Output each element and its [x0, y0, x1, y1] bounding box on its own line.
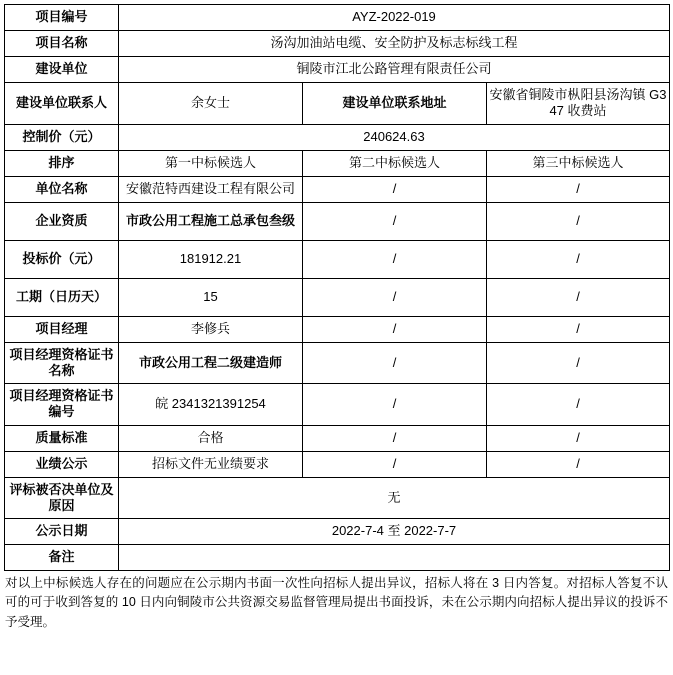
- table-row: [5, 342, 670, 384]
- table-row: [5, 124, 670, 150]
- row-value-2: /: [303, 278, 487, 316]
- row-value-1: 安徽范特西建设工程有限公司: [119, 176, 303, 202]
- row-value-contact-address: 安徽省铜陵市枞阳县汤沟镇 G347 收费站: [487, 83, 670, 125]
- row-value-1: 市政公用工程施工总承包叁级: [119, 202, 303, 240]
- row-label: 企业资质: [5, 202, 119, 240]
- row-value-2: /: [303, 202, 487, 240]
- row-value-3: /: [487, 316, 670, 342]
- row-value: 无: [119, 477, 670, 519]
- row-label: 评标被否决单位及原因: [5, 477, 119, 519]
- table-row: [5, 451, 670, 477]
- row-value-3: 第三中标候选人: [487, 150, 670, 176]
- row-value: 240624.63: [119, 124, 670, 150]
- table-row: [5, 31, 670, 57]
- row-label: 业绩公示: [5, 451, 119, 477]
- bottom-strip-text: [4, 632, 669, 648]
- row-value-3: /: [487, 176, 670, 202]
- table-row: [5, 57, 670, 83]
- table-row: [5, 83, 670, 125]
- table-row: [5, 150, 670, 176]
- row-label: 公示日期: [5, 519, 119, 545]
- row-value-2: /: [303, 240, 487, 278]
- row-value: 2022-7-4 至 2022-7-7: [119, 519, 670, 545]
- table-row: [5, 477, 670, 519]
- row-value-1: 181912.21: [119, 240, 303, 278]
- row-label-contact-address: 建设单位联系地址: [303, 83, 487, 125]
- row-value: [119, 545, 670, 571]
- row-value-2: /: [303, 316, 487, 342]
- table-row: [5, 519, 670, 545]
- row-value-2: /: [303, 384, 487, 426]
- row-value-3: /: [487, 278, 670, 316]
- footnote-text: 对以上中标候选人存在的问题应在公示期内书面一次性向招标人提出异议，招标人将在 3 日内答复。对招标人答复不认可的可于收到答复的 10 日内向铜陵市公共资源交易监督管理局提出书面投诉，未在公示期内向招标人提出异议的投诉不予受理。: [5, 576, 668, 629]
- row-value-1: 李修兵: [119, 316, 303, 342]
- row-value: 汤沟加油站电缆、安全防护及标志标线工程: [119, 31, 670, 57]
- row-label: 项目编号: [5, 5, 119, 31]
- row-label: 备注: [5, 545, 119, 571]
- table-row: [5, 278, 670, 316]
- row-value-2: /: [303, 342, 487, 384]
- row-label: 项目名称: [5, 31, 119, 57]
- row-value-1: 市政公用工程二级建造师: [119, 342, 303, 384]
- table-row: [5, 176, 670, 202]
- row-value-1: 第一中标候选人: [119, 150, 303, 176]
- row-value-3: /: [487, 202, 670, 240]
- row-value-1: 皖 2341321391254: [119, 384, 303, 426]
- row-label: 控制价（元）: [5, 124, 119, 150]
- bid-candidates-table: [4, 4, 670, 571]
- row-label-contact-person: 建设单位联系人: [5, 83, 119, 125]
- row-label: 投标价（元）: [5, 240, 119, 278]
- table-row: [5, 425, 670, 451]
- row-value-3: /: [487, 384, 670, 426]
- row-value: 铜陵市江北公路管理有限责任公司: [119, 57, 670, 83]
- row-value-2: /: [303, 451, 487, 477]
- table-row: [5, 545, 670, 571]
- row-label: 建设单位: [5, 57, 119, 83]
- row-value-1: 15: [119, 278, 303, 316]
- row-value-contact-person: 余女士: [119, 83, 303, 125]
- row-value-2: /: [303, 176, 487, 202]
- row-value-1: 招标文件无业绩要求: [119, 451, 303, 477]
- row-value: AYZ-2022-019: [119, 5, 670, 31]
- row-value-2: 第二中标候选人: [303, 150, 487, 176]
- row-label: 排序: [5, 150, 119, 176]
- table-row: [5, 384, 670, 426]
- row-label: 项目经理资格证书编号: [5, 384, 119, 426]
- table-row: [5, 240, 670, 278]
- row-value-3: /: [487, 240, 670, 278]
- row-label: 工期（日历天）: [5, 278, 119, 316]
- row-value-1: 合格: [119, 425, 303, 451]
- row-label: 项目经理: [5, 316, 119, 342]
- table-row: [5, 202, 670, 240]
- row-value-3: /: [487, 342, 670, 384]
- row-label: 质量标准: [5, 425, 119, 451]
- row-label: 单位名称: [5, 176, 119, 202]
- row-label: 项目经理资格证书名称: [5, 342, 119, 384]
- row-value-3: /: [487, 425, 670, 451]
- row-value-3: /: [487, 451, 670, 477]
- row-value-2: /: [303, 425, 487, 451]
- table-row: [5, 5, 670, 31]
- table-row: [5, 316, 670, 342]
